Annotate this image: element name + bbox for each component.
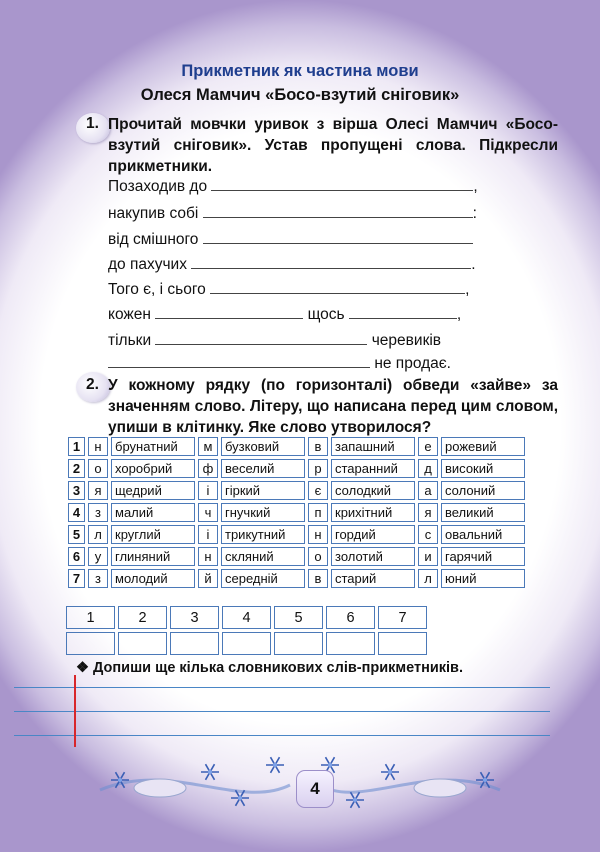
table-row [68, 525, 525, 544]
row-number: 2 [68, 459, 85, 478]
table-row [68, 569, 525, 588]
cell-word[interactable]: старанний [331, 459, 415, 478]
cell-word[interactable]: солодкий [331, 481, 415, 500]
cell-word[interactable]: веселий [221, 459, 305, 478]
cell-letter: у [88, 547, 108, 566]
cell-word[interactable]: середній [221, 569, 305, 588]
cell-word[interactable]: малий [111, 503, 195, 522]
cell-letter: и [418, 547, 438, 566]
writing-line[interactable] [14, 735, 550, 736]
cell-word[interactable]: золотий [331, 547, 415, 566]
cell-letter: я [418, 503, 438, 522]
cell-word[interactable]: високий [441, 459, 525, 478]
row-number: 5 [68, 525, 85, 544]
table-row [68, 503, 525, 522]
cell-letter: н [308, 525, 328, 544]
fill-blank[interactable] [203, 202, 473, 218]
task2-number: 2. [86, 376, 99, 393]
answer-cell[interactable] [118, 632, 167, 655]
table-row [68, 437, 525, 456]
cell-letter: н [88, 437, 108, 456]
row-number: 7 [68, 569, 85, 588]
cell-letter: і [198, 525, 218, 544]
cell-letter: р [308, 459, 328, 478]
fill-blank[interactable] [210, 278, 465, 294]
cell-letter: м [198, 437, 218, 456]
cell-word[interactable]: солоний [441, 481, 525, 500]
poem-line: від смішного [108, 228, 473, 249]
fill-blank[interactable] [191, 253, 471, 269]
cell-word[interactable]: гіркий [221, 481, 305, 500]
writing-line[interactable] [14, 711, 550, 712]
cell-letter: в [308, 437, 328, 456]
poem-line: кожен щось , [108, 303, 461, 324]
poem-line: Позаходив до , [108, 175, 478, 196]
cell-word[interactable]: молодий [111, 569, 195, 588]
cell-letter: н [198, 547, 218, 566]
answer-number: 6 [326, 606, 375, 629]
answer-number: 1 [66, 606, 115, 629]
answer-cell[interactable] [222, 632, 271, 655]
cell-word[interactable]: брунатний [111, 437, 195, 456]
cell-letter: е [418, 437, 438, 456]
cell-letter: л [418, 569, 438, 588]
cell-word[interactable]: крихітний [331, 503, 415, 522]
cell-letter: ф [198, 459, 218, 478]
cell-word[interactable]: бузковий [221, 437, 305, 456]
cell-letter: а [418, 481, 438, 500]
answer-cell[interactable] [326, 632, 375, 655]
cell-word[interactable]: запашний [331, 437, 415, 456]
odd-word-table [65, 434, 528, 591]
cell-letter: с [418, 525, 438, 544]
answer-cell[interactable] [274, 632, 323, 655]
margin-line [74, 675, 76, 747]
cell-letter: й [198, 569, 218, 588]
answer-number: 4 [222, 606, 271, 629]
extra-task: ❖ Допиши ще кілька словникових слів-прикметників. [76, 660, 463, 676]
fill-blank[interactable] [203, 228, 473, 244]
cell-word[interactable]: круглий [111, 525, 195, 544]
cell-word[interactable]: глиняний [111, 547, 195, 566]
row-number: 1 [68, 437, 85, 456]
cell-letter: в [308, 569, 328, 588]
table-row [68, 459, 525, 478]
poem-line: Того є, і сього , [108, 278, 469, 299]
cell-letter: ч [198, 503, 218, 522]
answer-number: 2 [118, 606, 167, 629]
page-number: 4 [296, 770, 334, 808]
row-number: 6 [68, 547, 85, 566]
fill-blank[interactable] [108, 352, 370, 368]
cell-word[interactable]: рожевий [441, 437, 525, 456]
poem-line: не продає. [108, 352, 451, 373]
answer-grid [63, 603, 430, 658]
cell-letter: я [88, 481, 108, 500]
cell-word[interactable]: юний [441, 569, 525, 588]
answer-cell[interactable] [378, 632, 427, 655]
cell-word[interactable]: скляний [221, 547, 305, 566]
cell-letter: д [418, 459, 438, 478]
table-row [68, 547, 525, 566]
cell-word[interactable]: овальний [441, 525, 525, 544]
poem-line: до пахучих . [108, 253, 476, 274]
answer-cell[interactable] [66, 632, 115, 655]
fill-blank[interactable] [211, 175, 473, 191]
answer-number: 3 [170, 606, 219, 629]
cell-word[interactable]: гарячий [441, 547, 525, 566]
task1-instructions: Прочитай мовчки уривок з вірша Олесі Мамчич «Босо-взутий сніговик». Устав пропущені слова. Підкресли прикметники. [108, 116, 558, 175]
task2-instructions: У кожному рядку (по горизонталі) обведи «зайве» за значенням слово. Літеру, що написана перед цим словом, упиши в клітинку. Яке слово утворилося? [108, 377, 558, 436]
writing-line[interactable] [14, 687, 550, 688]
cell-word[interactable]: великий [441, 503, 525, 522]
answer-number: 5 [274, 606, 323, 629]
cell-word[interactable]: щедрий [111, 481, 195, 500]
poem-line: накупив собі : [108, 202, 477, 223]
text-title: Олеся Мамчич «Босо-взутий сніговик» [140, 86, 460, 104]
row-number: 3 [68, 481, 85, 500]
cell-word[interactable]: гнучкий [221, 503, 305, 522]
cell-word[interactable]: старий [331, 569, 415, 588]
cell-letter: з [88, 569, 108, 588]
cell-letter: і [198, 481, 218, 500]
cell-letter: п [308, 503, 328, 522]
fill-blank[interactable] [155, 329, 367, 345]
cell-letter: л [88, 525, 108, 544]
answer-cell[interactable] [170, 632, 219, 655]
cell-word[interactable]: трикутний [221, 525, 305, 544]
cell-word[interactable]: хоробрий [111, 459, 195, 478]
topic-title: Прикметник як частина мови [181, 62, 419, 80]
task1-number: 1. [86, 115, 99, 132]
cell-letter: о [88, 459, 108, 478]
cell-letter: з [88, 503, 108, 522]
cell-letter: о [308, 547, 328, 566]
poem-line: тільки черевиків [108, 329, 441, 350]
answer-number: 7 [378, 606, 427, 629]
cell-word[interactable]: гордий [331, 525, 415, 544]
fill-blank[interactable] [155, 303, 303, 319]
table-row [68, 481, 525, 500]
row-number: 4 [68, 503, 85, 522]
cell-letter: є [308, 481, 328, 500]
fill-blank[interactable] [349, 303, 457, 319]
